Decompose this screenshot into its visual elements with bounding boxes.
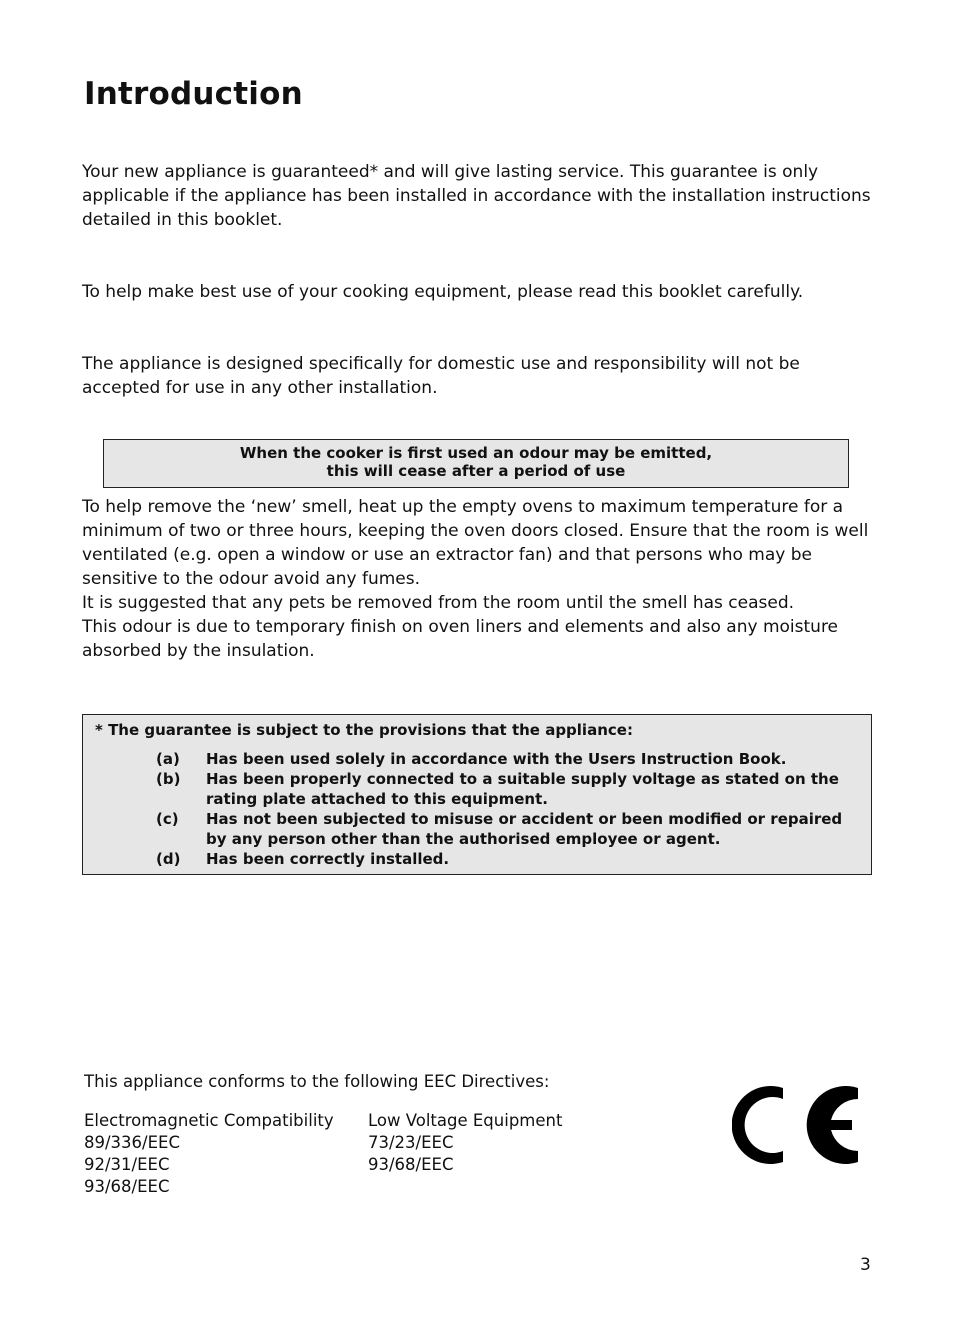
guarantee-list [83, 749, 871, 869]
odour-text-3: This odour is due to temporary finish on oven liners and elements and also any moisture absorbed by the insulation. [82, 617, 839, 661]
emc-heading: Electromagnetic Compatibility [84, 1111, 334, 1130]
ce-mark-logo [732, 1080, 862, 1170]
page-number: 3 [860, 1255, 871, 1275]
lve-heading: Low Voltage Equipment [368, 1111, 563, 1130]
directive-code: 73/23/EEC [368, 1133, 454, 1152]
intro-text-2: To help make best use of your cooking equipment, please read this booklet carefully. [82, 282, 804, 302]
intro-text-1: Your new appliance is guaranteed* and will give lasting service. This guarantee is only applicable if the appliance has been installed in accordance with the installation instructions detailed in this booklet. [82, 162, 871, 230]
list-item [83, 769, 871, 809]
odour-text-2: It is suggested that any pets be removed from the room until the smell has ceased. [82, 593, 795, 613]
list-item-key: (d) [156, 850, 181, 868]
list-item [83, 749, 871, 769]
notice-line-2: this will cease after a period of use [326, 462, 626, 480]
directive-code: 93/68/EEC [368, 1155, 454, 1174]
page-title: Introduction [84, 76, 303, 112]
guarantee-conditions-box [82, 714, 872, 875]
intro-paragraph-domestic [82, 352, 882, 400]
list-item-text: Has not been subjected to misuse or accident or been modified or repaired by any person other than the authorised employee or agent. [206, 810, 843, 848]
intro-paragraph-read [82, 280, 882, 304]
ce-mark-icon [732, 1080, 862, 1170]
odour-notice-box [103, 439, 849, 488]
list-item [83, 849, 871, 869]
emc-directives-column [84, 1110, 334, 1198]
list-item-key: (a) [156, 750, 180, 768]
list-item-text: Has been used solely in accordance with the Users Instruction Book. [206, 750, 787, 768]
intro-text-3: The appliance is designed specifically for domestic use and responsibility will not be accepted for use in any other installation. [82, 354, 800, 398]
list-item [83, 809, 871, 849]
list-item-key: (b) [156, 770, 181, 788]
odour-text-1: To help remove the ‘new’ smell, heat up the empty ovens to maximum temperature for a minimum of two or three hours, keeping the oven doors closed. Ensure that the room is well ventilated (e.g. open a window or use an extractor fan) and that persons who may be sensitive to the odour avoid any fumes. [82, 497, 869, 589]
list-item-text: Has been properly connected to a suitable supply voltage as stated on the rating plate attached to this equipment. [206, 770, 839, 808]
notice-line-1: When the cooker is first used an odour may be emitted, [239, 444, 713, 462]
list-item-key: (c) [156, 810, 179, 828]
odour-instructions [82, 495, 882, 663]
list-item-text: Has been correctly installed. [206, 850, 450, 868]
directive-code: 92/31/EEC [84, 1155, 170, 1174]
directive-code: 89/336/EEC [84, 1133, 180, 1152]
lve-directives-column [368, 1110, 562, 1176]
directive-code: 93/68/EEC [84, 1177, 170, 1196]
intro-paragraph-guarantee [82, 160, 882, 232]
guarantee-heading: * The guarantee is subject to the provisions that the appliance: [95, 721, 633, 739]
directives-intro: This appliance conforms to the following EEC Directives: [84, 1072, 550, 1091]
